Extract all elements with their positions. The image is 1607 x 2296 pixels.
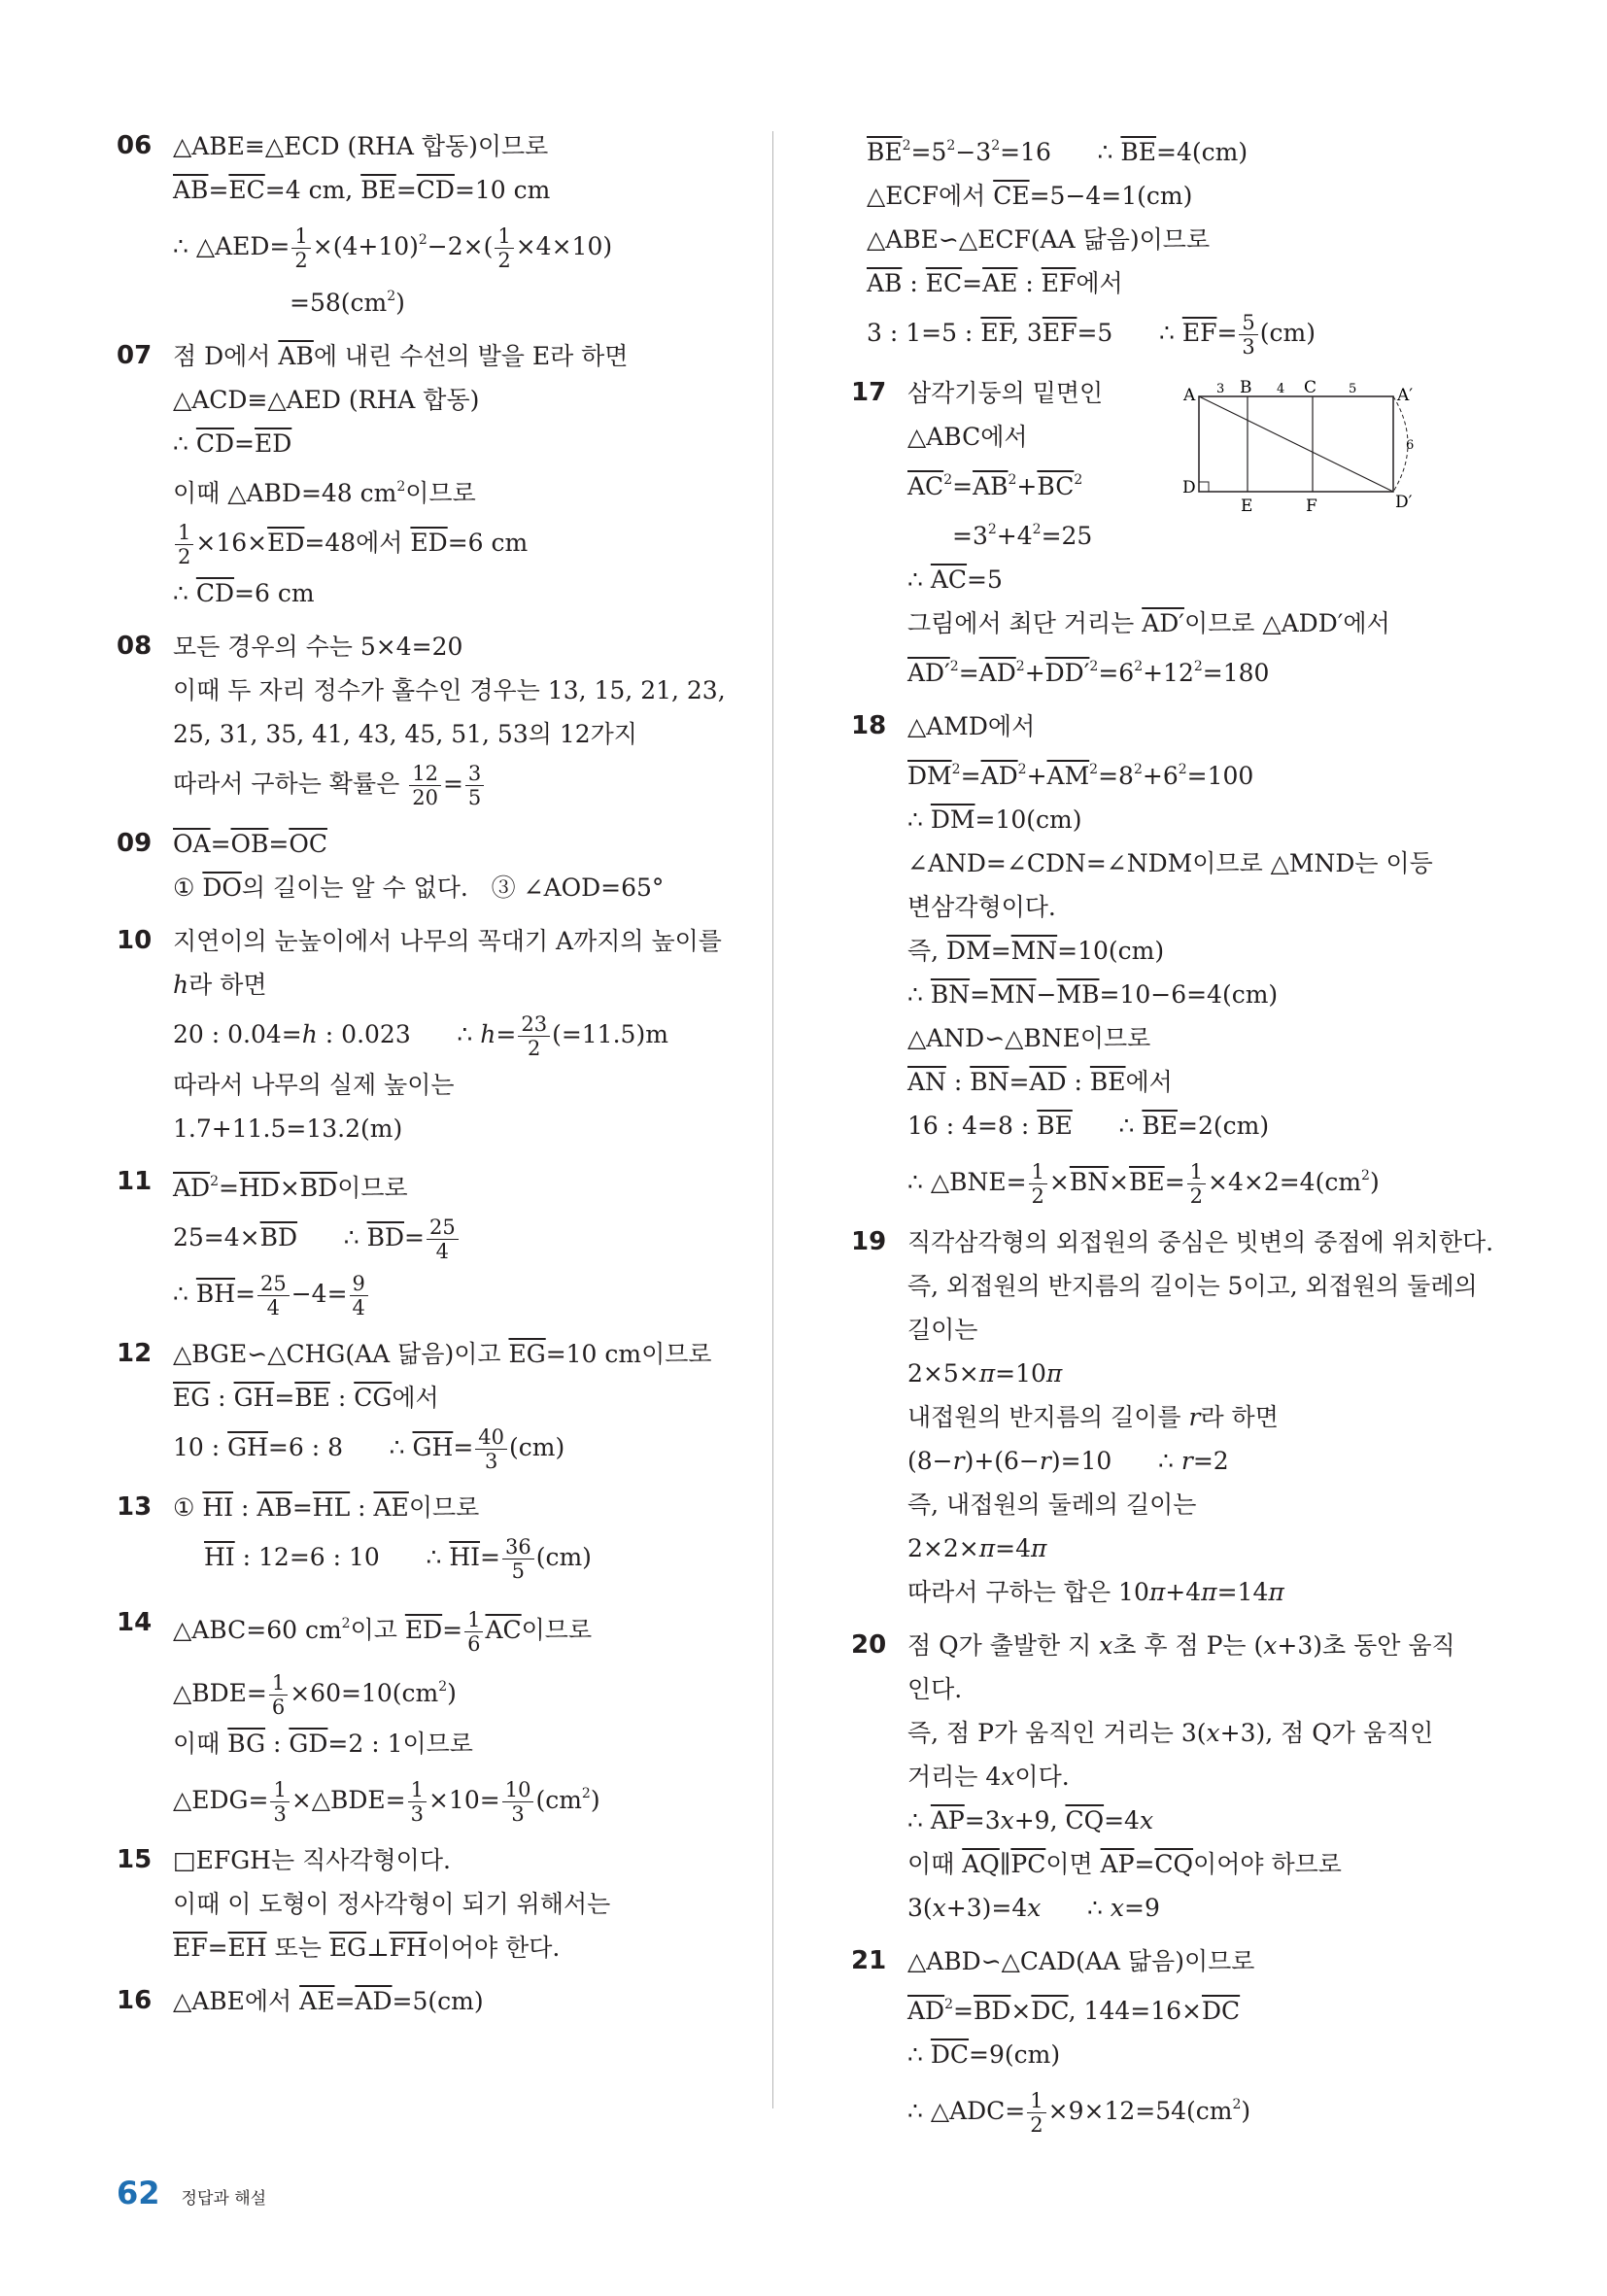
solution-line: □EFGH는 직사각형이다. (173, 1846, 451, 1874)
column-divider (772, 131, 773, 2108)
solution-line: △ABD∽△CAD(AA 닮음)이므로 (907, 1947, 1255, 1975)
solution-line: 20 : 0.04=h : 0.023 ∴ h= $\frac{23}{2}$ (=11.5)m (173, 1012, 668, 1060)
solution-line: 이때 두 자리 정수가 홀수인 경우는 13, 15, 21, 23, (173, 676, 726, 704)
solution-line: ∴ $\overline{CD}=6$ cm (173, 579, 315, 607)
solution-line: ① $\overline{HI}$ : $\overline{AB}=\overline{HL}$ : $\overline{AE}$이므로 (173, 1493, 480, 1522)
problem-10 (117, 919, 758, 1150)
solution-line: ∠AND=∠CDN=∠NDM이므로 △MND는 이등 (907, 849, 1433, 877)
solution-line: △ABE≡△ECD (RHA 합동)이므로 (173, 132, 549, 160)
solution-line: 2×5×π=10π (907, 1359, 1063, 1388)
label-c: C (1304, 379, 1317, 397)
solution-line: $\overline{EF}=\overline{EH}$ 또는 $\overline{EG}\perp\overline{FH}$이어야 한다. (173, 1934, 561, 1962)
solution-line: 직각삼각형의 외접원의 중심은 빗변의 중점에 위치한다. (907, 1228, 1494, 1256)
problem-15 (117, 1838, 758, 1970)
solution-line: $\overline{AB}=\overline{EC}=4$ cm, $\overline{BE}=\overline{CD}=10$ cm (173, 176, 551, 204)
solution-line: 즉, 내접원의 둘레의 길이는 (907, 1491, 1197, 1519)
problem-11 (117, 1160, 758, 1322)
solution-line: 지연이의 눈높이에서 나무의 꼭대기 A까지의 높이를 (173, 927, 722, 955)
solution-line: $\overline{AD}^2=\overline{BD}\times\overline{DC}$, $144=16\times\overline{DC}$ (907, 1997, 1241, 2025)
solution-line: $=3^2+4^2=25$ (952, 522, 1093, 550)
problem-number: 20 (851, 1630, 887, 1660)
solution-line: $25=4\times\overline{BD}$ ∴ $\overline{BD}=$ $\frac{25}{4}$ (173, 1210, 758, 1266)
solution-line: ∴ △ADC= $\frac{1}{2}$ $\times 9\times 12=54(cm^2)$ (907, 2089, 1251, 2137)
solution-line: △BDE= $\frac{1}{6}$ $\times 60=10(cm^2)$ (173, 1671, 457, 1719)
problem-09 (117, 822, 758, 909)
problem-19 (851, 1220, 1494, 1614)
solution-line: (8−r)+(6−r)=10 ∴ r=2 (907, 1447, 1229, 1475)
problem-number: 19 (851, 1227, 887, 1256)
solution-line: 삼각기둥의 밑면인 (907, 379, 1104, 407)
problem-number: 18 (851, 711, 887, 740)
problem-number: 11 (117, 1167, 153, 1196)
solution-line: ∴ $\overline{AP}=3x+9$, $\overline{CQ}=4x$ (907, 1806, 1154, 1834)
solution-line: 거리는 4x이다. (907, 1763, 1070, 1791)
solution-line: 그림에서 최단 거리는 AD′이므로 △ADD′에서 (907, 609, 1390, 637)
label-height: 6 (1406, 438, 1415, 453)
solution-line: △AMD에서 (907, 712, 1036, 740)
label-bc-length: 4 (1277, 382, 1285, 396)
solution-line: 10 : $\overline{GH}=6$ : 8 ∴ $\overline{GH}=$ $\frac{40}{3}$ (cm) (173, 1425, 565, 1473)
problem-number: 10 (117, 926, 153, 955)
solution-line: h라 하면 (173, 971, 267, 999)
solution-line: $\overline{DM}^2=\overline{AD}^2+\overline{AM}^2=8^2+6^2=100$ (907, 762, 1254, 790)
solution-line: $=58(cm^2)$ (290, 289, 405, 317)
solution-line: △ABE에서 $\overline{AE}=\overline{AD}=5(cm)$ (173, 1987, 484, 2015)
solution-line: $\overline{AB}$ : $\overline{EC}=\overline{AE}$ : $\overline{EF}$에서 (867, 269, 1123, 297)
problem-number: 06 (117, 131, 153, 160)
solution-line: ① $\overline{DO}$의 길이는 알 수 없다. ③ ∠AOD=65° (173, 874, 665, 902)
solution-line: $\overline{BE}^2=5^2-3^2=16$ ∴ $\overline{BE}=4(cm)$ (867, 138, 1248, 166)
solution-line: 25, 31, 35, 41, 43, 45, 51, 53의 12가지 (173, 720, 637, 748)
prism-unfolded-figure (1180, 379, 1434, 525)
solution-line: ∴ $\overline{DM}=10(cm)$ (907, 805, 1082, 834)
page-footer (117, 2175, 266, 2211)
solution-line: 즉, 점 P가 움직인 거리는 3(x+3), 점 Q가 움직인 (907, 1719, 1434, 1747)
solution-line: ∴ $\overline{CD}=\overline{ED}$ (173, 429, 292, 458)
solution-line: 1.7+11.5=13.2(m) (173, 1114, 403, 1143)
problem-number: 21 (851, 1946, 887, 1975)
label-f: F (1306, 497, 1317, 516)
solution-line: △EDG= $\frac{1}{3}$ ×△BDE= $\frac{1}{3}$ ×10= $\frac{10}{3}$ $(cm^2)$ (173, 1778, 600, 1826)
problem-06 (117, 124, 758, 325)
solution-line: △ABC에서 (907, 423, 1028, 451)
problem-18 (851, 704, 1434, 1211)
problem-17 (851, 371, 1434, 695)
solution-line: △BGE∽△CHG(AA 닮음)이고 $\overline{EG}=10$ cm이므로 (173, 1340, 712, 1368)
problem-12 (117, 1332, 758, 1476)
solution-line: △AND∽△BNE이므로 (907, 1024, 1151, 1052)
solution-line: 즉, $\overline{DM}=\overline{MN}=10(cm)$ (907, 937, 1165, 965)
solution-line: △ABE∽△ECF(AA 닮음)이므로 (867, 225, 1211, 254)
solution-line: $\overline{AD}^2=\overline{HD}\times\overline{BD}$이므로 (173, 1174, 408, 1202)
solution-line: 모든 경우의 수는 5×4=20 (173, 633, 463, 661)
solution-line: 따라서 나무의 실제 높이는 (173, 1071, 455, 1099)
problem-20 (851, 1624, 1455, 1930)
problem-21 (851, 1939, 1434, 2140)
problem-number: 13 (117, 1492, 153, 1522)
problem-number: 14 (117, 1608, 153, 1637)
problem-08 (117, 625, 758, 812)
solution-line: $\overline{AN}$ : $\overline{BN}=\overline{AD}$ : $\overline{BE}$에서 (907, 1068, 1173, 1096)
solution-line: ∴ $\overline{DC}=9(cm)$ (907, 2040, 1061, 2069)
solution-line: 3 : 1=5 : $\overline{EF}$, $3\overline{EF}=5$ ∴ $\overline{EF}=$ $\frac{5}{3}$ (cm) (867, 311, 1316, 359)
solution-line: 따라서 구하는 확률은 $\frac{12}{20}$ = $\frac{3}{5}$ (173, 756, 758, 812)
solution-line: $\overline{AC}^2=\overline{AB}^2+\overline{BC}^2$ (907, 472, 1083, 500)
footer-label: 정답과 해설 (181, 2189, 267, 2209)
solution-line: △ECF에서 $\overline{CE}=5-4=1(cm)$ (867, 182, 1193, 210)
solution-line: 이때 $\overline{BG}$ : $\overline{GD}=2$ : 1이므로 (173, 1730, 473, 1758)
right-column (851, 124, 1494, 2140)
problem-number: 08 (117, 632, 153, 661)
solution-line: 이때 △ABD=48 $cm^2$이므로 (173, 479, 476, 507)
label-a: A (1183, 386, 1196, 405)
problem-16-continued (851, 124, 1434, 361)
solution-line: 3(x+3)=4x ∴ x=9 (907, 1894, 1160, 1922)
label-b: B (1240, 379, 1252, 397)
solution-line: 점 D에서 $\overline{AB}$에 내린 수선의 발을 E라 하면 (173, 342, 629, 370)
solution-line: 따라서 구하는 합은 10π+4π=14π (907, 1578, 1284, 1606)
problem-number: 15 (117, 1845, 153, 1874)
problem-07 (117, 334, 758, 615)
left-column (117, 124, 758, 2023)
solution-line: △ACD≡△AED (RHA 합동) (173, 386, 480, 414)
problem-13 (117, 1486, 758, 1586)
label-e: E (1241, 497, 1253, 516)
problem-16 (117, 1979, 758, 2023)
solution-line: 즉, 외접원의 반지름의 길이는 5이고, 외접원의 둘레의 (907, 1272, 1478, 1300)
solution-line: 내접원의 반지름의 길이를 r라 하면 (907, 1403, 1279, 1431)
problem-number: 12 (117, 1339, 153, 1368)
page-number: 62 (117, 2175, 160, 2211)
problem-number: 09 (117, 829, 153, 858)
solution-line: $\overline{EG}$ : $\overline{GH}=\overline{BE}$ : $\overline{CG}$에서 (173, 1384, 439, 1412)
solution-line: $\overline{OA}=\overline{OB}=\overline{OC}$ (173, 830, 327, 858)
solution-line: $\overline{HI}$ : 12=6 : 10 ∴ $\overline{HI}=$ $\frac{36}{5}$ (cm) (204, 1535, 592, 1583)
solution-line: $\frac{1}{2}$ $\times 16\times\overline{ED}=48$에서 $\overline{ED}=6$ cm (173, 515, 758, 571)
problem-number: 07 (117, 341, 153, 370)
solution-line: 이때 이 도형이 정사각형이 되기 위해서는 (173, 1890, 611, 1918)
solution-line: △ABC=60 $cm^2$이고 $\overline{ED}=$ $\frac{1}{6}$ $\overline{AC}$이므로 (173, 1608, 593, 1656)
solution-line: 16 : 4=8 : $\overline{BE}$ ∴ $\overline{BE}=2(cm)$ (907, 1112, 1270, 1140)
solution-line: 인다. (907, 1675, 963, 1703)
label-ab-length: 3 (1216, 382, 1225, 396)
solution-line: ∴ △AED= $\frac{1}{2}$ $\times(4+10)^2-2\times$( $\frac{1}{2}$ ×4×10) (173, 224, 613, 272)
solution-line: 길이는 (907, 1316, 978, 1344)
solution-line: $AD'^2=\overline{AD}^2+DD'^2=6^2+12^2=180$ (907, 659, 1270, 687)
label-d: D (1182, 478, 1196, 497)
label-d-prime: D′ (1395, 493, 1413, 512)
solution-line: ∴ $\overline{AC}=5$ (907, 565, 1003, 594)
solution-line: 2×2×π=4π (907, 1534, 1047, 1562)
problem-number: 17 (851, 378, 887, 407)
solution-line: ∴ △BNE= $\frac{1}{2}$ $\times\overline{BN}\times\overline{BE}=$ $\frac{1}{2}$ $\times 4\times 2=4(cm^2)$ (907, 1160, 1380, 1208)
solution-line: 점 Q가 출발한 지 x초 후 점 P는 (x+3)초 동안 움직 (907, 1631, 1455, 1660)
problem-14 (117, 1595, 758, 1829)
solution-line: 변삼각형이다. (907, 893, 1056, 921)
problem-number: 16 (117, 1986, 153, 2015)
solution-line: 이때 $\overline{AQ}\parallel\overline{PC}$이면 $\overline{AP}=\overline{CQ}$이어야 하므로 (907, 1850, 1342, 1878)
label-a-prime: A′ (1397, 386, 1414, 405)
solution-line: ∴ $\overline{BN}=\overline{MN}-\overline{MB}=10-6=4(cm)$ (907, 980, 1279, 1009)
solution-line: ∴ $\overline{BH}=$ $\frac{25}{4}$ −4= $\frac{9}{4}$ (173, 1266, 758, 1322)
label-ca-length: 5 (1349, 382, 1357, 396)
